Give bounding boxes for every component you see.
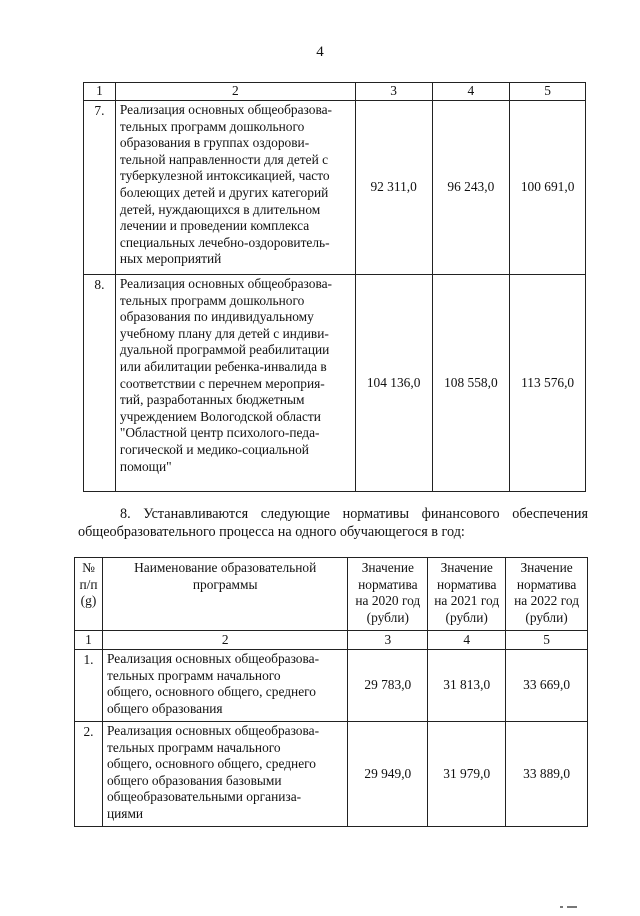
- program-name-line: Реализация основных общеобразова-: [106, 723, 320, 738]
- row-number: 7.: [84, 101, 116, 275]
- program-name-line: общего, основного общего, среднего: [106, 756, 316, 772]
- value-2022: 100 691,0: [510, 101, 586, 275]
- program-name: [115, 101, 355, 275]
- header-line: Наименование образовательной: [134, 560, 317, 575]
- value-2020: 29 783,0: [348, 650, 428, 722]
- row-number: 8.: [84, 275, 116, 492]
- header-line: Значение: [520, 560, 573, 575]
- program-name-line: тельных программ начального: [106, 739, 281, 755]
- program-name-line: гогической и медико-социальной: [119, 441, 309, 457]
- header-line: программы: [192, 576, 258, 592]
- scan-mark-dash: [567, 906, 577, 908]
- header-value-2021: [428, 558, 506, 631]
- header-line: на 2022 год: [514, 593, 580, 609]
- header-line: Значение: [440, 560, 493, 575]
- value-2021: 31 979,0: [428, 722, 506, 827]
- header-program-name: [102, 558, 347, 631]
- column-index-5: 5: [510, 83, 586, 101]
- header-line: (g): [80, 593, 97, 609]
- program-name-line: Реализация основных общеобразова-: [119, 276, 332, 291]
- column-index-4: 4: [432, 83, 510, 101]
- program-name-line: "Областной центр психолого-педа-: [119, 425, 320, 441]
- program-name-line: общеобразовательными организа-: [106, 789, 302, 805]
- header-line: норматива: [516, 576, 577, 592]
- program-name: [115, 275, 355, 492]
- table-row: [75, 650, 588, 722]
- value-2021: 31 813,0: [428, 650, 506, 722]
- paragraph-line: 8. Устанавливаются следующие нормативы финансового обеспечения: [120, 506, 588, 522]
- value-2020: 104 136,0: [355, 275, 432, 492]
- program-name-line: болеющих детей и других категорий: [119, 184, 329, 200]
- table-row: [84, 275, 586, 492]
- program-name-line: тельной направленности для детей с: [119, 151, 329, 167]
- program-name-line: тельных программ начального: [106, 667, 281, 683]
- table-row: [75, 722, 588, 827]
- program-name-line: ных мероприятий: [119, 251, 222, 267]
- program-name-line: Реализация основных общеобразова-: [106, 651, 320, 666]
- program-name-line: специальных лечебно-оздоровитель-: [119, 234, 330, 250]
- value-2020: 29 949,0: [348, 722, 428, 827]
- header-line: Значение: [361, 560, 414, 575]
- column-index-5: 5: [506, 631, 588, 650]
- header-number-cell: [75, 558, 103, 631]
- program-name-line: соответствии с перечнем мероприя-: [119, 375, 325, 391]
- program-name-line: тий, разработанных бюджетным: [119, 392, 305, 408]
- program-name-line: туберкулезной интоксикацией, часто: [119, 168, 330, 184]
- column-index-3: 3: [355, 83, 432, 101]
- program-name-line: тельных программ дошкольного: [119, 292, 305, 308]
- normatives-table-general-education: [74, 557, 588, 827]
- scan-corner-mark: [560, 898, 584, 901]
- value-2022: 113 576,0: [510, 275, 586, 492]
- program-name-line: общего образования: [106, 700, 223, 716]
- header-line: п/п: [79, 576, 98, 592]
- program-name-line: помощи": [119, 458, 172, 474]
- header-line: на 2020 год: [355, 593, 421, 609]
- table-index-row: [84, 83, 586, 101]
- column-index-1: 1: [75, 631, 103, 650]
- header-line: норматива: [358, 576, 418, 592]
- program-name-line: детей, нуждающихся в длительном: [119, 201, 321, 217]
- program-name-line: общего, основного общего, среднего: [106, 684, 316, 700]
- program-name: [102, 650, 347, 722]
- column-index-3: 3: [348, 631, 428, 650]
- program-name-line: лечении и проведении комплекса: [119, 218, 310, 234]
- value-2022: 33 669,0: [506, 650, 588, 722]
- page-number: 4: [316, 44, 324, 60]
- header-line: норматива: [436, 576, 497, 592]
- program-name-line: циями: [106, 805, 144, 821]
- row-number: 2.: [75, 722, 103, 827]
- value-2020: 92 311,0: [355, 101, 432, 275]
- header-line: (рубли): [525, 609, 568, 625]
- column-index-2: 2: [115, 83, 355, 101]
- column-index-2: 2: [102, 631, 347, 650]
- column-index-4: 4: [428, 631, 506, 650]
- value-2021: 108 558,0: [432, 275, 510, 492]
- program-name-line: дуальной программой реабилитации: [119, 342, 330, 358]
- header-value-2020: [348, 558, 428, 631]
- program-name-line: общего образования базовыми: [106, 772, 282, 788]
- program-name-line: Реализация основных общеобразова-: [119, 102, 332, 117]
- column-index-1: 1: [84, 83, 116, 101]
- table-header-row: [75, 558, 588, 631]
- program-name-line: учебному плану для детей с индиви-: [119, 325, 329, 341]
- row-number: 1.: [75, 650, 103, 722]
- program-name-line: образования в группах оздорови-: [119, 135, 310, 151]
- header-line: на 2021 год: [434, 593, 500, 609]
- value-2021: 96 243,0: [432, 101, 510, 275]
- header-value-2022: [506, 558, 588, 631]
- header-line: №: [82, 560, 95, 575]
- header-line: (рубли): [366, 609, 409, 625]
- program-name-line: или абилитации ребенка-инвалида в: [119, 358, 327, 374]
- section-8-paragraph: [78, 506, 588, 541]
- paragraph-line: общеобразовательного процесса на одного обучающегося в год:: [78, 523, 465, 540]
- program-name: [102, 722, 347, 827]
- table-row: [84, 101, 586, 275]
- scan-mark-dot: [560, 906, 563, 908]
- program-name-line: учреждением Вологодской области: [119, 408, 321, 424]
- table-index-row: [75, 631, 588, 650]
- header-line: (рубли): [445, 609, 488, 625]
- program-name-line: тельных программ дошкольного: [119, 118, 305, 134]
- value-2022: 33 889,0: [506, 722, 588, 827]
- program-name-line: образования по индивидуальному: [119, 309, 314, 325]
- normatives-table-preschool: [83, 82, 586, 492]
